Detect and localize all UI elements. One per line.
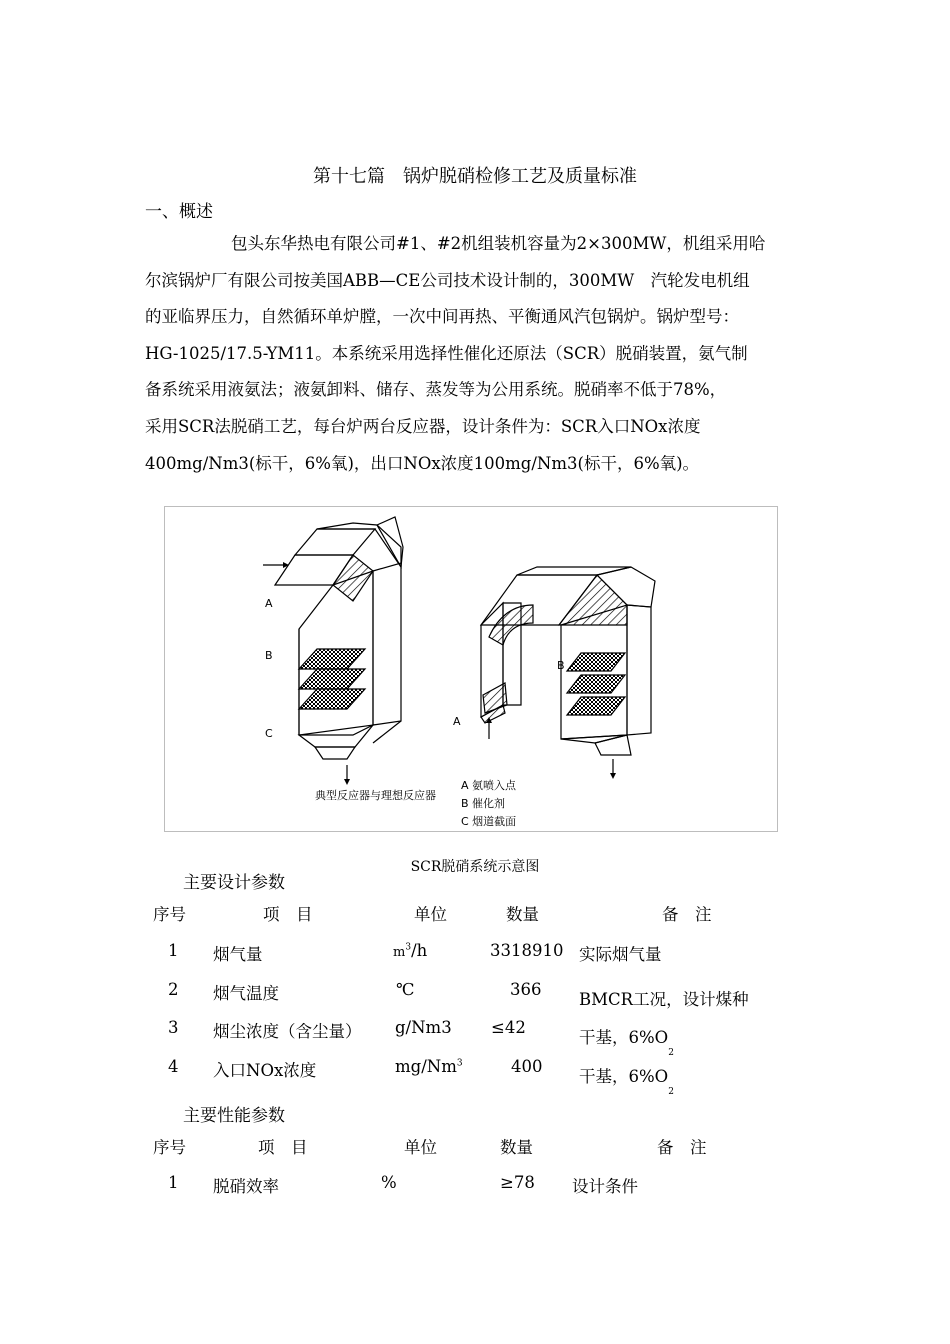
catalyst-layer	[299, 689, 365, 709]
row-qty: ≥78	[500, 1173, 535, 1192]
label-c-left: C	[265, 727, 273, 740]
diagram-caption: 典型反应器与理想反应器	[315, 789, 436, 802]
overview-paragraph	[145, 226, 807, 482]
catalyst-layer	[567, 675, 625, 693]
row-no: 1	[168, 1173, 179, 1192]
row-qty: 366	[510, 980, 542, 999]
col-header-qty: 数量	[500, 1138, 533, 1157]
catalyst-layer	[299, 649, 365, 669]
col-header-unit: 单位	[404, 1138, 437, 1157]
row-unit: g/Nm3	[395, 1018, 452, 1037]
paragraph-line: 采用SCR法脱硝工艺，每台炉两台反应器，设计条件为：SCR入口NOx浓度	[145, 416, 701, 436]
paragraph-line: 400mg/Nm3(标干，6%氧)，出口NOx浓度100mg/Nm3(标干，6%氧)。	[145, 453, 700, 473]
catalyst-layer	[299, 669, 365, 689]
col-header-item: 项 目	[258, 1138, 308, 1157]
paragraph-line: 的亚临界压力，自然循环单炉膛，一次中间再热、平衡通风汽包锅炉。锅炉型号：	[145, 307, 739, 327]
row-note: 实际烟气量	[579, 945, 662, 964]
row-qty: 400	[511, 1057, 543, 1076]
col-header-note: 备 注	[662, 905, 712, 924]
row-unit: $m^3/h$	[393, 941, 428, 960]
typical-reactor	[263, 517, 403, 785]
figure-caption: SCR脱硝系统示意图	[410, 859, 540, 875]
row-qty: 3318910	[490, 941, 564, 960]
row-item: 脱硝效率	[213, 1177, 279, 1196]
scr-diagram	[165, 507, 777, 831]
label-a-left: A	[265, 597, 273, 610]
paragraph-line: 备系统采用液氨法；液氨卸料、储存、蒸发等为公用系统。脱硝率不低于78%，	[145, 380, 727, 400]
col-header-unit: 单位	[414, 905, 447, 924]
perf-params-heading: 主要性能参数	[183, 1106, 285, 1126]
legend-item: C 烟道截面	[461, 815, 517, 828]
row-note: 设计条件	[572, 1177, 638, 1196]
row-unit: ℃	[396, 980, 415, 999]
row-item: 烟尘浓度（含尘量）	[213, 1022, 362, 1041]
col-header-qty: 数量	[506, 905, 539, 924]
page-title: 第十七篇 锅炉脱硝检修工艺及质量标准	[313, 166, 637, 187]
label-b-right: B	[557, 659, 565, 672]
row-item: 烟气温度	[213, 984, 279, 1003]
label-b-left: B	[265, 649, 273, 662]
row-no: 3	[168, 1018, 179, 1037]
col-header-no: 序号	[153, 905, 186, 924]
paragraph-line: 尔滨锅炉厂有限公司按美国ABB—CE公司技术设计制的，300MW 汽轮发电机组	[145, 270, 750, 290]
row-no: 1	[168, 941, 179, 960]
label-a-right: A	[453, 715, 461, 728]
row-qty: ≤42	[491, 1018, 526, 1037]
paragraph-line: 包头东华热电有限公司#1、#2机组装机容量为2×300MW，机组采用哈	[231, 234, 766, 253]
ideal-reactor	[481, 567, 655, 779]
scr-diagram-frame	[164, 506, 778, 832]
row-item: 烟气量	[213, 945, 263, 964]
design-params-heading: 主要设计参数	[183, 873, 285, 893]
catalyst-layer	[567, 697, 625, 715]
row-note: 干基，$6\%O_2$	[579, 1067, 674, 1098]
row-item: 入口NOx浓度	[213, 1061, 317, 1080]
section-heading: 一、概述	[145, 202, 213, 222]
row-no: 4	[168, 1057, 179, 1076]
row-unit: %	[381, 1173, 397, 1192]
row-unit: mg/Nm$^3$	[395, 1057, 463, 1076]
col-header-no: 序号	[153, 1138, 186, 1157]
paragraph-line: HG-1025/17.5-YM11。本系统采用选择性催化还原法（SCR）脱硝装置，氨气制	[145, 343, 748, 363]
col-header-item: 项 目	[263, 905, 313, 924]
catalyst-layer	[567, 653, 625, 671]
row-note: BMCR工况，设计煤种	[579, 990, 749, 1009]
row-note: 干基，$6\%O_2$	[579, 1028, 674, 1059]
row-no: 2	[168, 980, 179, 999]
col-header-note: 备 注	[657, 1138, 707, 1157]
legend-item: A 氨喷入点	[461, 779, 517, 792]
legend-item: B 催化剂	[461, 797, 506, 810]
